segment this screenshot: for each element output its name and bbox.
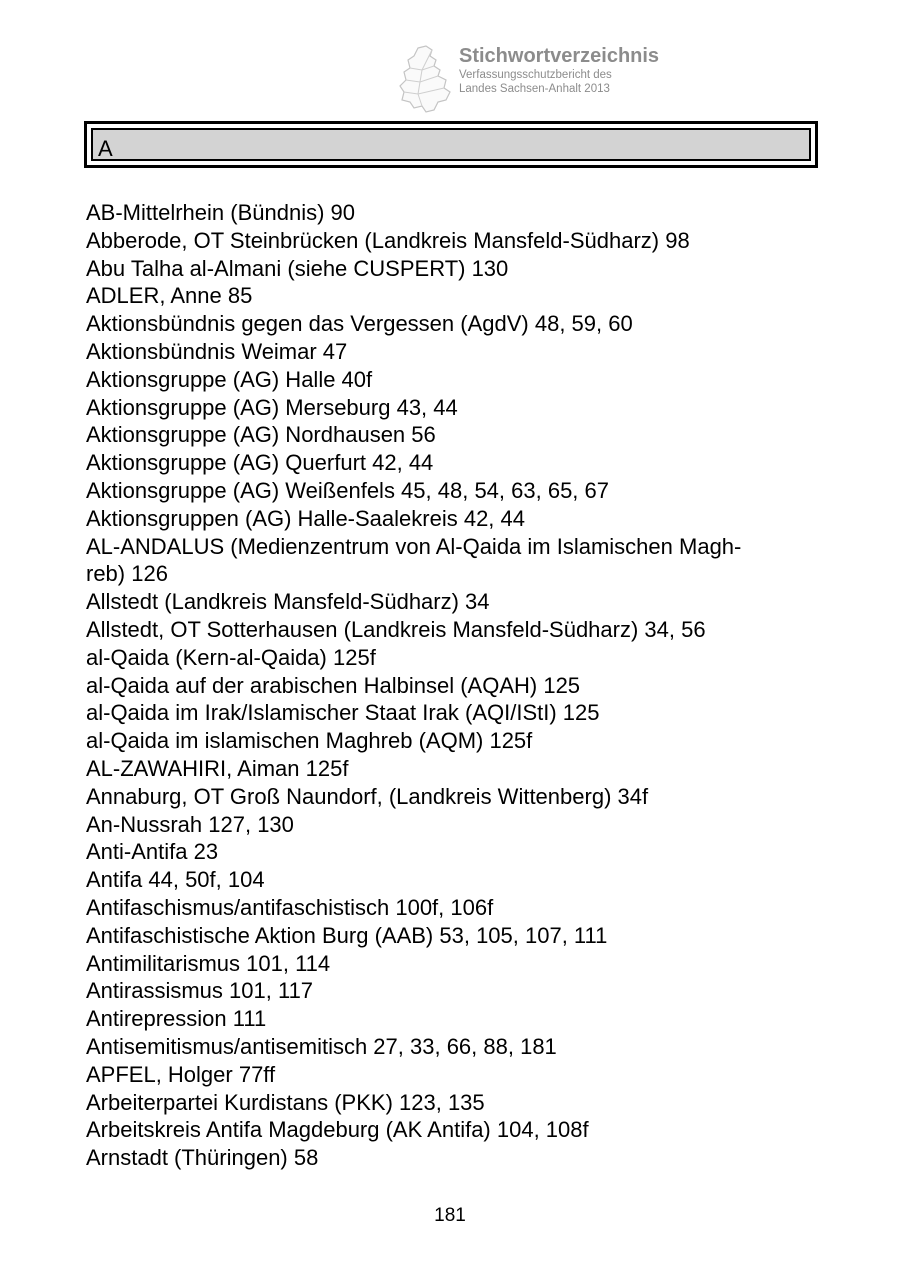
index-entry: Annaburg, OT Groß Naundorf, (Landkreis Wittenberg) 34f xyxy=(86,783,649,809)
section-letter-box xyxy=(84,121,818,168)
header-subtitle-line2: Landes Sachsen-Anhalt 2013 xyxy=(459,83,610,95)
index-entry: Antisemitismus/antisemitisch 27, 33, 66, 88, 181 xyxy=(86,1033,557,1059)
index-entry: Abu Talha al-Almani (siehe CUSPERT) 130 xyxy=(86,255,509,281)
index-entry: An-Nussrah 127, 130 xyxy=(86,811,294,837)
index-entry: reb) 126 xyxy=(86,561,168,587)
header-title: Stichwortverzeichnis xyxy=(459,45,660,67)
header-text xyxy=(459,44,659,96)
index-entry: AB-Mittelrhein (Bündnis) 90 xyxy=(86,200,356,225)
header-subtitle-line1: Verfassungsschutzbericht des xyxy=(459,69,612,81)
index-entry: al-Qaida (Kern-al-Qaida) 125f xyxy=(86,644,376,670)
page-number: 181 xyxy=(434,1205,466,1226)
index-entry: Aktionsbündnis gegen das Vergessen (AgdV) 48, 59, 60 xyxy=(86,311,633,337)
section-letter: A xyxy=(98,136,113,161)
index-entry: al-Qaida auf der arabischen Halbinsel (AQAH) 125 xyxy=(86,672,581,698)
index-entry: Antifaschismus/antifaschistisch 100f, 106f xyxy=(86,894,494,920)
index-entry: al-Qaida im islamischen Maghreb (AQM) 125f xyxy=(86,728,533,754)
index-entry: Allstedt, OT Sotterhausen (Landkreis Mansfeld-Südharz) 34, 56 xyxy=(86,616,706,642)
index-entry: Aktionsgruppe (AG) Querfurt 42, 44 xyxy=(86,450,434,476)
index-entry: Arnstadt (Thüringen) 58 xyxy=(86,1145,319,1171)
section-letter-inner xyxy=(91,128,811,161)
index-entry: Arbeitskreis Antifa Magdeburg (AK Antifa) 104, 108f xyxy=(86,1117,589,1143)
index-entry: Aktionsgruppe (AG) Halle 40f xyxy=(86,366,373,392)
index-entry: Antifaschistische Aktion Burg (AAB) 53, 105, 107, 111 xyxy=(86,922,608,948)
sachsen-anhalt-map-icon xyxy=(396,44,460,114)
index-entry: AL-ANDALUS (Medienzentrum von Al-Qaida im Islamischen Magh- xyxy=(86,533,742,559)
index-entry: Antirepression 111 xyxy=(86,1006,267,1032)
index-entry: Antifa 44, 50f, 104 xyxy=(86,867,265,893)
index-entry-list xyxy=(86,199,816,1172)
index-entry: APFEL, Holger 77ff xyxy=(86,1061,276,1087)
index-entry: al-Qaida im Irak/Islamischer Staat Irak (AQI/IStI) 125 xyxy=(86,700,600,726)
index-entry: Aktionsgruppe (AG) Weißenfels 45, 48, 54, 63, 65, 67 xyxy=(86,477,610,503)
index-entry: Arbeiterpartei Kurdistans (PKK) 123, 135 xyxy=(86,1089,485,1115)
index-entry: Allstedt (Landkreis Mansfeld-Südharz) 34 xyxy=(86,589,490,615)
page-header xyxy=(396,42,716,114)
index-entry: Aktionsgruppen (AG) Halle-Saalekreis 42, 44 xyxy=(86,505,526,531)
index-entry: Aktionsbündnis Weimar 47 xyxy=(86,338,348,364)
index-entry: Aktionsgruppe (AG) Merseburg 43, 44 xyxy=(86,394,458,420)
index-entry: ADLER, Anne 85 xyxy=(86,283,253,309)
index-entry: Anti-Antifa 23 xyxy=(86,839,219,865)
index-entry: Abberode, OT Steinbrücken (Landkreis Mansfeld-Südharz) 98 xyxy=(86,227,690,253)
index-entry: Antirassismus 101, 117 xyxy=(86,978,314,1004)
index-entry: Aktionsgruppe (AG) Nordhausen 56 xyxy=(86,422,436,448)
index-entry: Antimilitarismus 101, 114 xyxy=(86,950,331,976)
index-entry: AL-ZAWAHIRI, Aiman 125f xyxy=(86,755,349,781)
